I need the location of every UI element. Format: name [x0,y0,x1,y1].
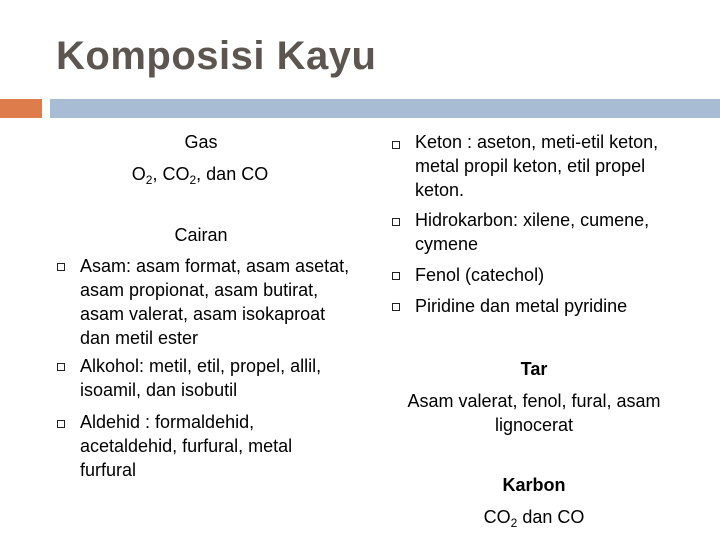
cairan-item-asam: Asam: asam format, asam asetat, asam propionat, asam butirat, asam valerat, asam isokaproat dan metil ester [80,256,350,348]
bullet-icon [392,272,400,280]
bullet-icon [57,363,65,371]
accent-bar-orange [0,99,42,118]
karbon-heading: Karbon [502,475,566,495]
cairan-item-alkohol: Alkohol: metil, etil, propel, allil, isoamil, dan isobutil [80,356,322,400]
right-item-hidrokarbon: Hidrokarbon: xilene, cumene, cymene [415,210,650,254]
karbon-formula: $CO_2$ dan CO [483,507,585,530]
right-item-keton: Keton : aseton, meti-etil keton, metal propil keton, etil propel keton. [415,132,659,200]
gas-formula: $O_2$, $CO_2$, dan CO [131,164,269,187]
slide-title: Komposisi Kayu [56,34,377,78]
tar-heading: Tar [520,359,548,379]
bullet-icon [57,420,65,428]
bullet-icon [392,218,400,226]
bullet-icon [392,303,400,311]
gas-heading: Gas [184,132,218,152]
cairan-item-aldehid: Aldehid : formaldehid, acetaldehid, furfural, metal furfural [80,412,293,480]
tar-text: Asam valerat, fenol, fural, asam lignocerat [407,391,661,435]
cairan-heading: Cairan [174,225,228,245]
bullet-icon [57,263,65,271]
right-item-fenol: Fenol (catechol) [415,265,545,285]
accent-bar-blue [50,99,720,118]
right-item-piridine: Piridine dan metal pyridine [415,296,628,316]
bullet-icon [392,141,400,149]
